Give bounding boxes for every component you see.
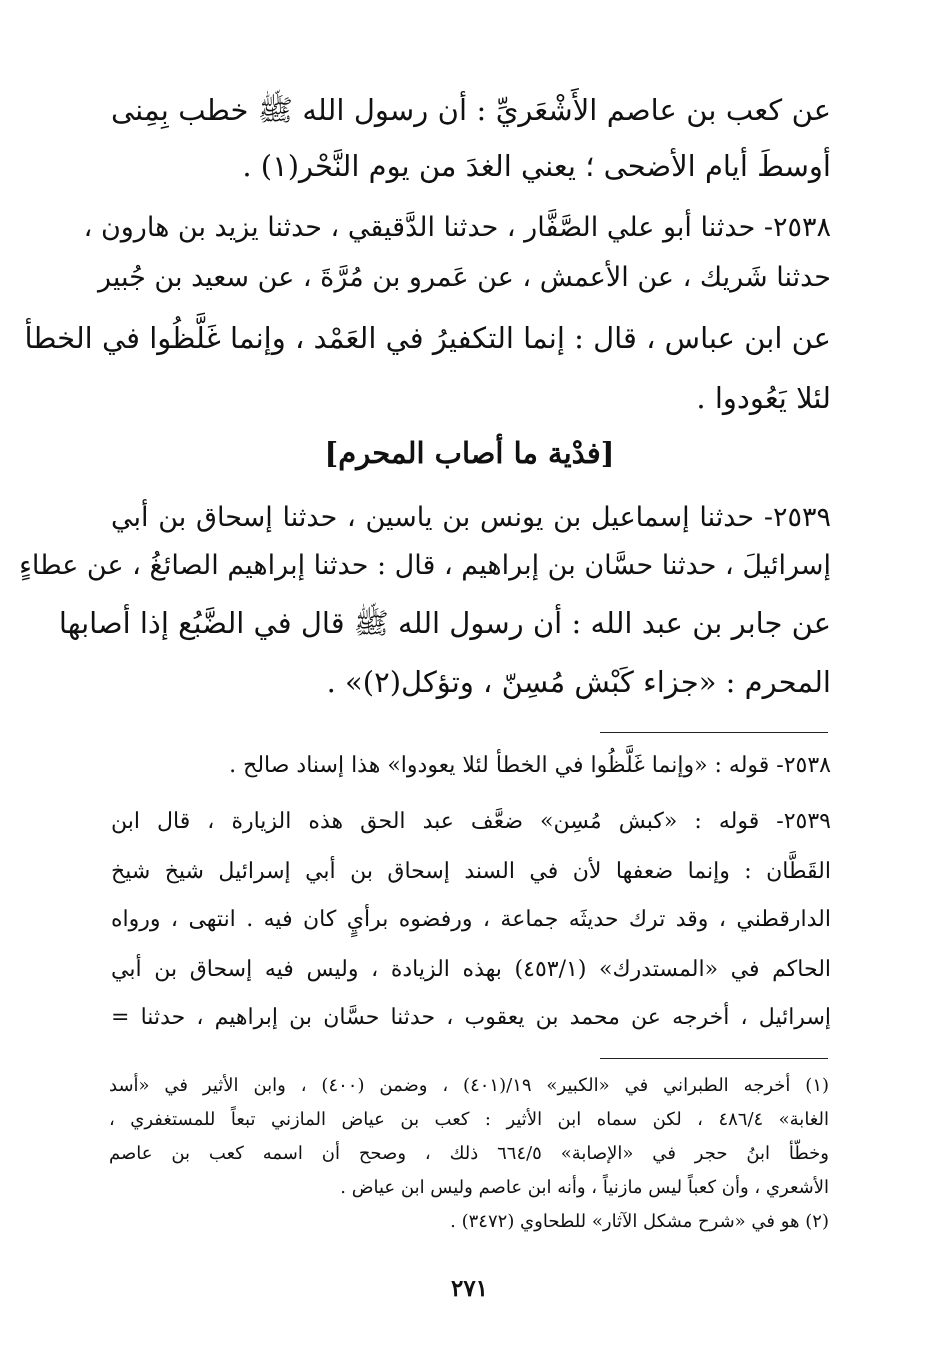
- commentary-line: إسرائيل ، أخرجه عن محمد بن يعقوب ، حدثنا حسَّان بن إبراهيم ، حدثنا =: [111, 1005, 831, 1030]
- commentary-line: ٢٥٣٩- قوله : «كبش مُسِن» ضعَّف عبد الحق هذه الزيارة ، قال ابن: [111, 809, 831, 834]
- matn-line: عن ابن عباس ، قال : إنما التكفيرُ في العَمْد ، وإنما غَلَّظُوا في الخطأ: [24, 321, 831, 355]
- matn-line: لئلا يَعُودوا .: [696, 381, 831, 415]
- footnote-line: وخطّأ ابنُ حجر في «الإصابة» ٦٦٤/٥ ذلك ، وصحح أن اسمه كعب بن عاصم: [109, 1143, 829, 1164]
- text-line: عن كعب بن عاصم الأَشْعَريِّ : أن رسول الله ﷺ خطب بِمِنى: [111, 93, 831, 127]
- isnad-line: ٢٥٣٩- حدثنا إسماعيل بن يونس بن ياسين ، حدثنا إسحاق بن أبي: [111, 502, 831, 533]
- footnote-line: (١) أخرجه الطبراني في «الكبير» ١٩/(٤٠١) ، وضمن (٤٠٠) ، وابن الأثير في «أسد: [109, 1075, 830, 1096]
- text-line: أوسطَ أيام الأضحى ؛ يعني الغدَ من يوم النَّحْر(١) .: [242, 149, 831, 183]
- page-number: ٢٧١: [450, 1275, 489, 1302]
- section-title: [فدْية ما أصاب المحرم]: [324, 436, 615, 470]
- matn-line: عن جابر بن عبد الله : أن رسول الله ﷺ قال في الضَّبُع إذا أصابها: [58, 606, 831, 640]
- commentary-line: الحاكم في «المستدرك» (٤٥٣/١) بهذه الزيادة ، وليس فيه إسحاق بن أبي: [111, 957, 832, 982]
- isnad-line: إسرائيلَ ، حدثنا حسَّان بن إبراهيم ، قال : حدثنا إبراهيم الصائغُ ، عن عطاءٍ: [19, 550, 831, 581]
- separator-rule: [600, 732, 828, 733]
- isnad-line: ٢٥٣٨- حدثنا أبو علي الصَّفَّار ، حدثنا الدَّقيقي ، حدثنا يزيد بن هارون ،: [83, 212, 831, 243]
- commentary-line: القَطَّان : وإنما ضعفها لأن في السند إسحاق بن أبي إسرائيل شيخ شيخ: [111, 859, 831, 884]
- footnote-line: الغابة» ٤٨٦/٤ ، لكن سماه ابن الأثير : كعب بن عياض المازني تبعاً للمستغفري ،: [109, 1109, 829, 1130]
- footnote-line: (٢) هو في «شرح مشكل الآثار» للطحاوي (٣٤٧٢) .: [450, 1211, 829, 1232]
- commentary-line: الدارقطني ، وقد ترك حديثَه جماعة ، ورفضوه برأيٍ كان فيه . انتهى ، ورواه: [111, 907, 831, 932]
- footnote-rule: [600, 1058, 828, 1059]
- commentary-line: ٢٥٣٨- قوله : «وإنما غَلَّظُوا في الخطأ لئلا يعودوا» هذا إسناد صالح .: [229, 753, 831, 778]
- matn-line: المحرم : «جزاء كَبْش مُسِنّ ، وتؤكل(٢)» .: [326, 665, 831, 699]
- footnote-line: الأشعري ، وأن كعباً ليس مازنياً ، وأنه ابن عاصم وليس ابن عياض .: [340, 1177, 829, 1198]
- isnad-line: حدثنا شَريك ، عن الأعمش ، عن عَمرو بن مُرَّةَ ، عن سعيد بن جُبير: [97, 262, 831, 293]
